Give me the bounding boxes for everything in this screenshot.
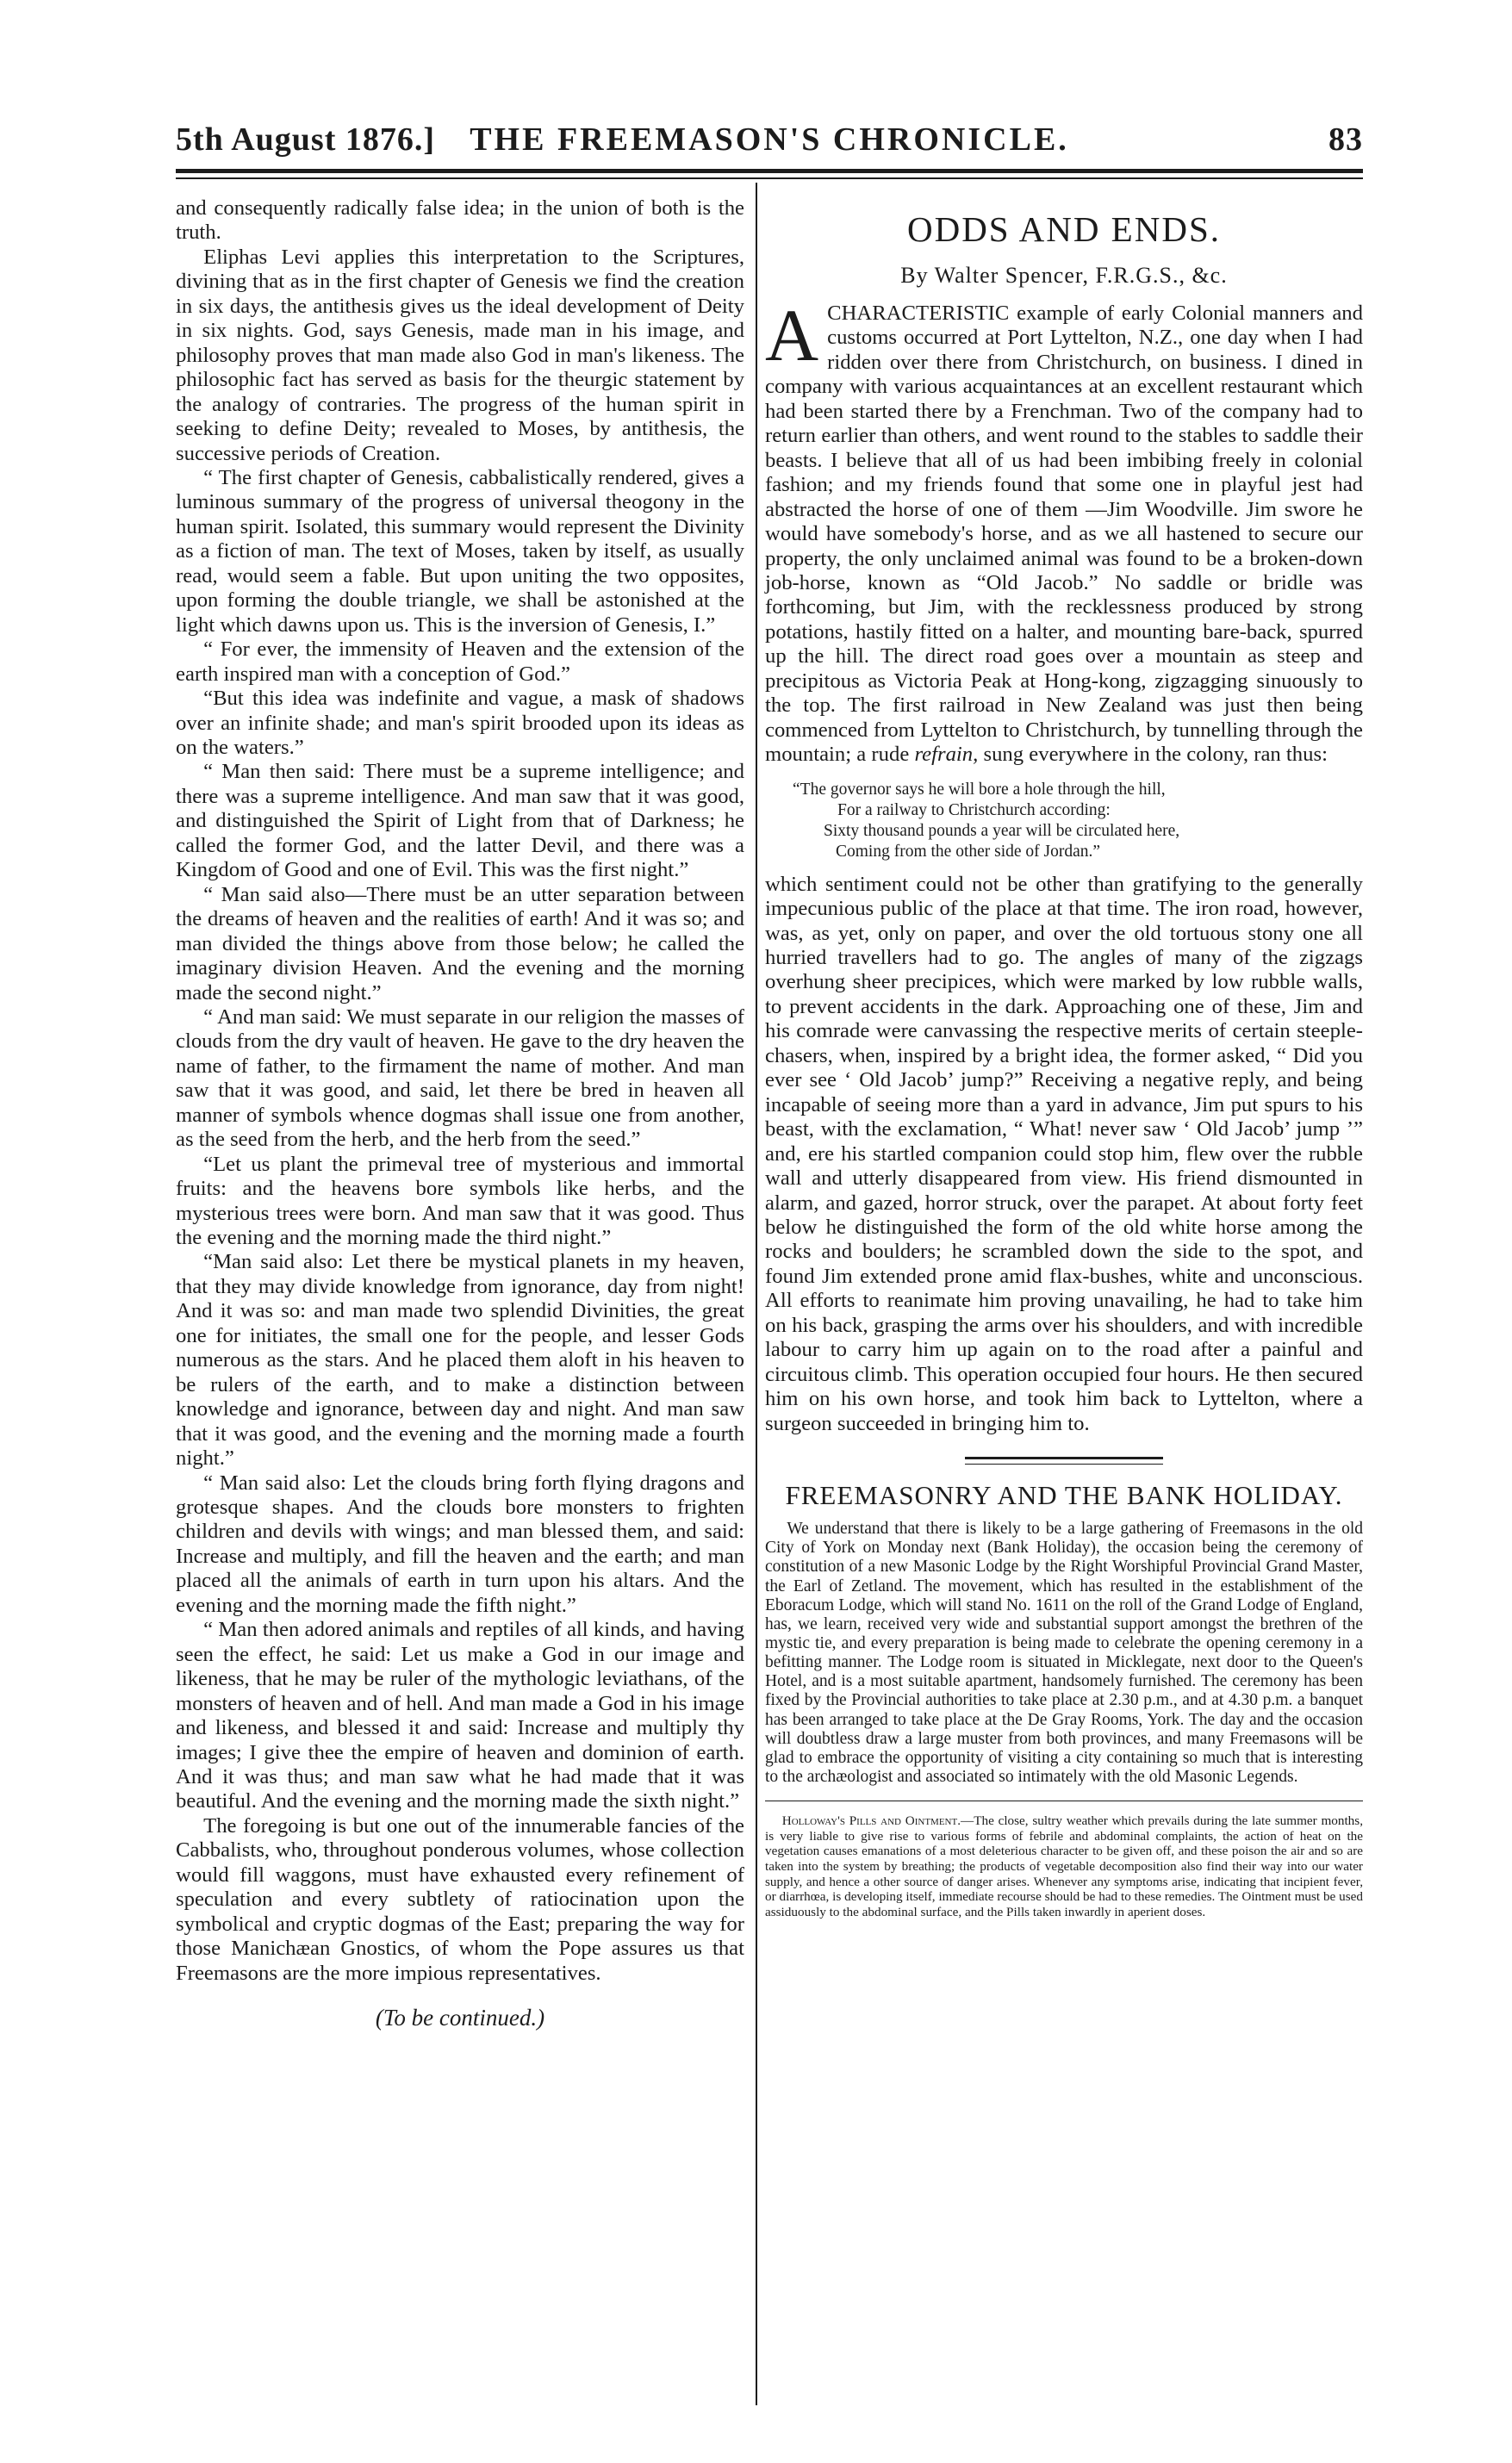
paragraph: “ And man said: We must separate in our religion the masses of clouds from the dry vault of heaven. He gave to the dry heaven the name of father, to the firmament the name of mother. And man saw that it was good, and said, let there be bred in heaven all manner of symbols whence dogmas shall issue one from another, as the seed from the herb, and the herb from the seed.” <box>176 1004 744 1152</box>
header-date: 5th August 1876.] <box>176 121 435 158</box>
drop-cap: A <box>765 294 819 376</box>
section-separator-thin <box>965 1464 1163 1465</box>
advert-text <box>765 1813 1363 1919</box>
odds-paragraph-2: which sentiment could not be other than gratifying to the generally impecunious public of the place at that time. The iron road, however, was, as yet, only on paper, and over the old tortuous stony one all hurried travellers had to go. The angles of many of the zigzags overhung sheer precipices, which were marked by low rubble walls, to prevent accidents in the dark. Approaching one of these, Jim and his comrade were canvassing the respective merits of certain steeple-chasers, when, inspired by a bright idea, the former asked, “ Did you ever see ‘ Old Jacob’ jump?” Receiving a negative reply, and being incapable of seeing more than a yard in advance, Jim put spurs to his beast, with the exclamation, “ What! never saw ‘ Old Jacob’ jump ’” and, ere his startled companion could stop him, flew over the rubble wall and utterly disappeared from view. His friend dismounted in alarm, and gazed, horror struck, over the parapet. At about forty feet below he distinguished the form of the old white horse among the rocks and boulders; he scrambled down the side to the spot, and found Jim extended prone amid flax-bushes, white and unconscious. All efforts to reanimate him proving unavailing, he had to take him on his back, grasping the arms over his shoulders, and with incredible labour to carry him up again on to the road after a painful and circuitous climb. This operation occupied four hours. He then secured him on his own horse, and took him back to Lyttelton, where a surgeon succeeded in bringing him to. <box>765 872 1363 1435</box>
page-header <box>176 121 1363 169</box>
bank-holiday-text: We understand that there is likely to be a large gathering of Freemasons in the old City of York on Monday next (Bank Holiday), the occasion being the ceremony of constitution of a new Masonic Lodge by the Right Worshipful Provincial Grand Master, the Earl of Zetland. The movement, which has resulted in the establishment of the Eboracum Lodge, which will stand No. 1611 on the roll of the Grand Lodge of England, has, we learn, received very wide and substantial support amongst the brethren of the mystic tie, and every preparation is being made to celebrate the opening ceremony in a befitting manner. The Lodge room is situated in Micklegate, next door to the Queen's Hotel, and is a most suitable apartment, handsomely furnished. The ceremony has been fixed by the Provincial authorities to take place at 2.30 p.m., and at 4.30 p.m. a banquet has been arranged to take place at the De Gray Rooms, York. The day and the occasion will doubtless draw a large muster from both provinces, and many Freemasons will be glad to embrace the opportunity of visiting a city containing so much that is interesting to the archæologist and associated so intimately with the old Masonic Legends. <box>765 1520 1363 1787</box>
paragraph: The foregoing is but one out of the innumerable fancies of the Cabbalists, who, throughout ponderous volumes, whose collection would fill waggons, must have exhausted every refinement of speculation and every subtlety of ratiocination upon the symbolical and cryptic dogmas of the East; preparing the way for those Manichæan Gnostics, of whom the Pope assures us that Freemasons are the more impious representatives. <box>176 1813 744 1985</box>
paragraph: “ Man said also: Let the clouds bring forth flying dragons and grotesque shapes. And the clouds bore monsters to frighten children and devils with wings; and man blessed them, and said: Increase and multiply, and fill the heaven and the earth; and man placed all the animals of earth in turn upon his altars. And the evening and the morning made the fifth night.” <box>176 1471 744 1617</box>
section-separator <box>965 1457 1163 1459</box>
header-rule-thick <box>176 169 1363 173</box>
verse-line: Coming from the other side of Jordan.” <box>836 842 1101 861</box>
left-column <box>176 196 744 2031</box>
verse-line: “The governor says he will bore a hole through the hill, <box>793 780 1166 799</box>
verse <box>765 780 1363 862</box>
paragraph: “Let us plant the primeval tree of mysterious and immortal fruits: and the heavens bore symbols like herbs, and the mysterious trees were born. And man saw that it was good. Thus the evening and the morning made the third night.” <box>176 1152 744 1250</box>
article-title-bank-holiday: FREEMASONRY AND THE BANK HOLIDAY. <box>785 1480 1343 1511</box>
verse-line: Sixty thousand pounds a year will be circulated here, <box>824 821 1180 840</box>
paragraph: “ The first chapter of Genesis, cabbalistically rendered, gives a luminous summary of the progress of universal theogony in the human spirit. Isolated, this summary would represent the Divinity as a fiction of man. The text of Moses, taken by itself, as usually read, would seem a fable. But upon uniting the two opposites, upon forming the double triangle, we shall be astonished at the light which dawns upon us. This is the inversion of Genesis, I.” <box>176 465 744 637</box>
verse-line: For a railway to Christchurch according: <box>837 800 1111 819</box>
right-column <box>765 196 1363 1919</box>
odds-paragraph-1 <box>765 294 1363 768</box>
paragraph: “ Man then said: There must be a supreme intelligence; and there was a supreme intelligence. And man saw that it was good, and distinguished the Spirit of Light from that of Darkness; he called the former God, and the latter Devil, and there was a Kingdom of Good and one of Evil. This was the first night.” <box>176 760 744 882</box>
advert-lead: Holloway's Pills and Ointment. <box>781 1813 961 1829</box>
odds-paragraph-1-text: CHARACTERISTIC example of early Colonial manners and customs occurred at Port Lyttelton, N.Z., one day when I had ridden over there from Christchurch, on business. I dined in company with various acquaintances at an excellent restaurant which had been started there by a Frenchman. Two of the company had to return earlier than others, and went round to the stables to saddle their beasts. I believe that all of us had been imbibing freely in colonial fashion; and my friends found that some one in playful jest had abstracted the horse of one of them —Jim Woodville. Jim swore he would have somebody's horse, and as we all hastened to secure our property, the only unclaimed animal was found to be a broken-down job-horse, known as “Old Jacob.” No saddle or bridle was forthcoming, but Jim, with the recklessness produced by strong potations, hastily fitted on a halter, and mounting bare-back, spurred up the hill. The direct road goes over a mountain as steep and precipitous as Victoria Peak at Hong-kong, zigzagging sinuously to the top. The first railroad in New Zealand was just then being commenced from Lyttelton to Christchurch, by tunnelling through the mountain; a rude <box>765 302 1363 767</box>
advert-body: —The close, sultry weather which prevails during the late summer months, is very liable to give rise to various forms of febrile and abdominal complaints, the action of heat on the vegetation causes emanations of a most deleterious character to be given off, and these poison the air and so are taken into the system by breathing; the products of vegetable decomposition also find their way into our water supply, and hence a other source of danger arises. Whenever any symptoms arise, indicating that incipient fever, or diarrhœa, is developing itself, immediate recourse should be had to these remedies. The Ointment must be used assiduously to the abdominal surface, and the Pills taken inwardly in aperient doses. <box>765 1813 1363 1919</box>
paragraph: “But this idea was indefinite and vague, a mask of shadows over an infinite shade; and man's spirit brooded upon its ideas as on the waters.” <box>176 687 744 759</box>
header-rule-thin <box>176 177 1363 179</box>
header-page-number: 83 <box>1328 121 1363 158</box>
odds-paragraph-1-tail: sung everywhere in the colony, ran thus: <box>983 743 1328 767</box>
header-title: THE FREEMASON'S CHRONICLE. <box>470 121 1069 158</box>
paragraph: and consequently radically false idea; in the union of both is the truth. <box>176 196 744 245</box>
refrain-word: refrain, <box>914 743 979 767</box>
paragraph: Eliphas Levi applies this interpretation to the Scriptures, divining that as in the first chapter of Genesis we find the creation in six days, the antithesis gives us the ideal development of Deity in six nights. God, says Genesis, made man in his image, and philosophy proves that man made also God in man's likeness. The philosophic fact has served as basis for the theurgic statement by the analogy of contraries. The progress of the human spirit in seeking to define Deity; revealed to Moses, by antithesis, the successive periods of Creation. <box>176 245 744 465</box>
to-be-continued: (To be continued.) <box>375 2005 545 2031</box>
article-byline: By Walter Spencer, F.R.G.S., &c. <box>900 263 1228 288</box>
paragraph: “ For ever, the immensity of Heaven and the extension of the earth inspired man with a conception of God.” <box>176 638 744 686</box>
column-divider <box>756 183 757 2405</box>
paragraph: “ Man then adored animals and reptiles of all kinds, and having seen the effect, he said: Let us make a God in our image and likeness, that he may be ruler of the mythologic leviathans, of the monsters of heaven and of hell. And man made a God in his image and likeness, and blessed it and said: Increase and multiply thy images; I give thee the empire of heaven and dominion of earth. And it was thus; and man saw what he had made that it was beautiful. And the evening and the morning made the sixth night.” <box>176 1618 744 1813</box>
article-title-odds-and-ends: ODDS AND ENDS. <box>906 209 1221 249</box>
paragraph: “Man said also: Let there be mystical planets in my heaven, that they may divide knowledge from ignorance, day from night! And it was so: and man made two splendid Divinities, the great one for initiates, the small one for the people, and lesser Gods numerous as the stars. And he placed them aloft in his heaven to be rulers of the earth, and to make a distinction between knowledge and ignorance, between day and night. And man saw that it was good, and the evening and the morning made a fourth night.” <box>176 1250 744 1471</box>
paragraph: “ Man said also—There must be an utter separation between the dreams of heaven and the realities of earth! And it was so; and man divided the things above from those below; he called the imaginary division Heaven. And the evening and the morning made the second night.” <box>176 882 744 1004</box>
